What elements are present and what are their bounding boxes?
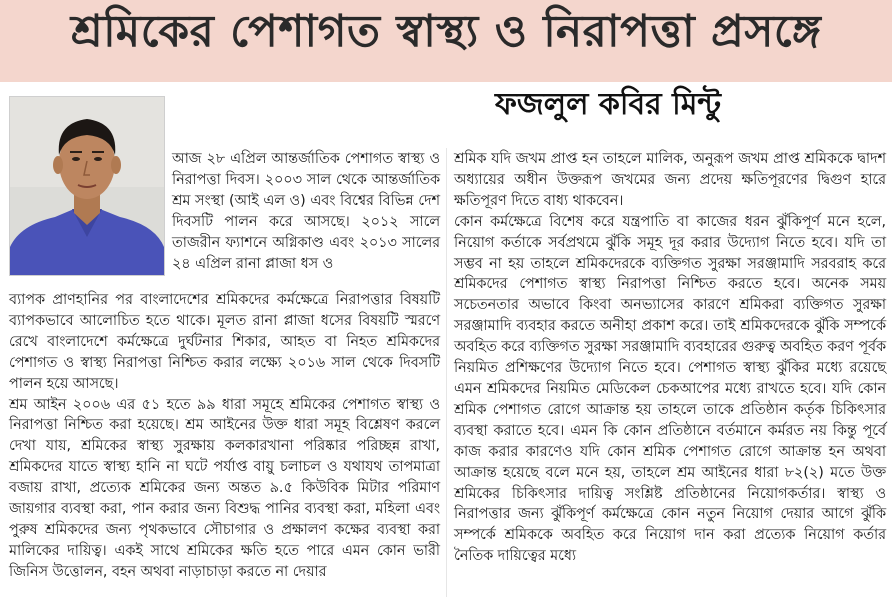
article-title: শ্রমিকের পেশাগত স্বাস্থ্য ও নিরাপত্তা প্রসঙ্গে bbox=[70, 6, 822, 57]
article-column-left-bottom bbox=[9, 290, 440, 583]
article-paragraph: কোন কর্মক্ষেত্রে বিশেষ করে যন্ত্রপাতি বা কাজের ধরন ঝুঁকিপূর্ণ মনে হলে, নিয়োগ কর্তাকে সর্বপ্রথমে ঝুঁকি সমূহ দূর করার উদ্যোগ নিতে হবে। যদি তা সম্ভব না হয় তাহলে শ্রমিকদেরকে ব্যক্তিগত সুরক্ষা সরঞ্জামাদি সরবরাহ করে শ্রমিকদের পেশাগত স্বাস্থ্য নিরাপত্তা নিশ্চিত করতে হবে। অনেক সময় সচেতনতার অভাবে কিংবা অনভ্যাসের কারণে শ্রমিকরা ব্যক্তিগত সুরক্ষা সরঞ্জামাদি ব্যবহার করতে অনীহা প্রকাশ করে। তাই শ্রমিকদেরকে ঝুঁকি সম্পর্কে অবহিত করে ব্যক্তিগত সুরক্ষা সরঞ্জামাদি ব্যবহারের গুরুত্ব অবহিত করণ পূর্বক নিয়মিত প্রশিক্ষণের উদ্যোগ নিতে হবে। পেশাগত স্বাস্থ্য ঝুঁকির মধ্যে রয়েছে এমন শ্রমিকদের নিয়মিত মেডিকেল চেকআপের মধ্যে রাখতে হবে। যদি কোন শ্রমিক পেশাগত রোগে আক্রান্ত হয় তাহলে তাকে প্রতিষ্ঠান কর্তৃক চিকিৎসার ব্যবস্থা করাতে হবে। এমন কি কোন প্রতিষ্ঠানে বর্তমানে কর্মরত নয় কিন্তু পূর্বে কাজ করার কারণেও যদি কোন শ্রমিক পেশাগত রোগে আক্রান্ত হন অথবা আক্রান্ত হয়েছে বলে মনে হয়, তাহলে শ্রম আইনের ধারা ৮২(২) মতে উক্ত শ্রমিকের চিকিৎসার দায়িত্ব সংশ্লিষ্ট প্রতিষ্ঠানের নিয়োগকর্তার। স্বাস্থ্য ও নিরাপত্তার জন্য ঝুঁকিপূর্ণ কর্মক্ষেত্রে কোন নতুন নিয়োগ দেয়ার আগে ঝুঁকি সম্পর্কে শ্রমিককে অবহিত করে নিয়োগ দান করা প্রত্যেক নিয়োগ কর্তার নৈতিক দায়িত্বের মধ্যে bbox=[454, 213, 886, 565]
article-paragraph: শ্রম আইন ২০০৬ এর ৫১ হতে ৯৯ ধারা সমূহে শ্রমিকের পেশাগত স্বাস্থ্য ও নিরাপত্তা নিশ্চিত করা হয়েছে। শ্রম আইনের উক্ত ধারা সমূহ বিশ্লেষণ করলে দেখা যায়, শ্রমিকের স্বাস্থ্য সুরক্ষায় কলকারখানা পরিষ্কার পরিচ্ছন্ন রাখা, শ্রমিকদের যাতে স্বাস্থ্য হানি না ঘটে পর্যাপ্ত বায়ু চলাচল ও যথাযথ তাপমাত্রা বজায় রাখা, প্রত্যেক শ্রমিকের জন্য অন্তত ৯.৫ কিউবিক মিটার পরিমাণ জায়গার ব্যবস্থা করা, পান করার জন্য বিশুদ্ধ পানির ব্যবস্থা করা, মহিলা এবং পুরুষ শ্রমিকদের জন্য পৃথকভাবে সৌচাগার ও প্রক্ষালণ কক্ষের ব্যবস্থা করা মালিকের দায়িত্ব। একই সাথে শ্রমিকের ক্ষতি হতে পারে এমন কোন ভারী জিনিস উত্তোলন, বহন অথবা নাড়াচাড়া করতে না দেয়ার bbox=[9, 396, 440, 580]
column-divider bbox=[446, 148, 447, 597]
article-column-left-top bbox=[172, 149, 440, 274]
author-photo bbox=[9, 96, 165, 276]
portrait-image bbox=[10, 97, 164, 275]
article-paragraph: আজ ২৮ এপ্রিল আন্তর্জাতিক পেশাগত স্বাস্থ্য ও নিরাপত্তা দিবস। ২০০৩ সাল থেকে আন্তর্জাতিক শ্রম সংস্থা (আই এল ও) এবং বিশ্বের বিভিন্ন দেশ দিবসটি পালন করে আসছে। ২০১২ সালে তাজরীন ফ্যাশনে অগ্নিকাণ্ড এবং ২০১৩ সালের ২৪ এপ্রিল রানা প্লাজা ধস ও bbox=[172, 151, 440, 272]
article-paragraph: শ্রমিক যদি জখম প্রাপ্ত হন তাহলে মালিক, অনুরূপ জখম প্রাপ্ত শ্রমিককে দ্বাদশ অধ্যায়ের অধীন উক্তরূপ জখমের জন্য প্রদেয় ক্ষতিপূরণের দ্বিগুণ হারে ক্ষতিপূরণ দিতে বাধ্য থাকবেন। bbox=[454, 151, 886, 209]
author-byline: ফজলুল কবির মিন্টু bbox=[495, 87, 721, 122]
article-paragraph: ব্যাপক প্রাণহানির পর বাংলাদেশের শ্রমিকদের কর্মক্ষেত্রে নিরাপত্তার বিষয়টি ব্যাপকভাবে আলোচিত হতে থাকে। মূলত রানা প্লাজা ধসের বিষয়টি স্মরণে রেখে বাংলাদেশে কর্মক্ষেত্রে দুর্ঘটনার শিকার, আহত বা নিহত শ্রমিকদের পেশাগত ও স্বাস্থ্য নিরাপত্তা নিশ্চিত করার লক্ষ্যে ২০১৬ সাল থেকে দিবসটি পালন হয়ে আসছে। bbox=[9, 292, 440, 392]
article-column-right bbox=[454, 149, 886, 567]
